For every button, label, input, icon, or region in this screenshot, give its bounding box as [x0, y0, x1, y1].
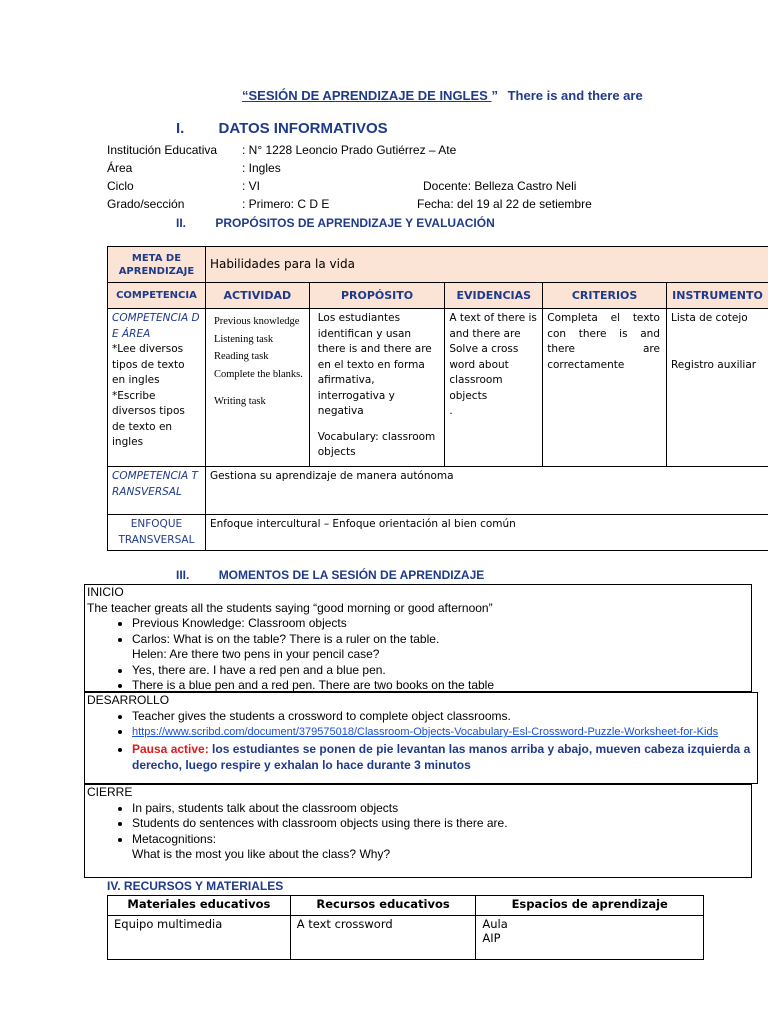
evidencias-3: . [449, 405, 453, 417]
inicio-intro: The teacher greats all the students saying “good morning or good afternoon” [87, 600, 493, 615]
area-value: : Ingles [242, 161, 281, 175]
espacios-1: Aula [482, 917, 508, 931]
ciclo-value: : VI [242, 179, 261, 193]
instrumento-2: Registro auxiliar [670, 358, 757, 371]
proposito-text: Los estudiantes identifican y usan there is and there are en el texto en forma afirmativa, interrogativa y negativa [317, 312, 432, 417]
desarrollo-list [87, 709, 755, 773]
header-instrumento: INSTRUMENTO [666, 283, 768, 309]
fecha: Fecha: del 19 al 22 de setiembre [417, 197, 592, 211]
criterios-text: Completa el texto con there is and there are correctamente [547, 312, 660, 371]
purposes-table [107, 246, 768, 551]
proposito-vocab: Vocabulary: classroom objects [317, 430, 436, 458]
instrumento-1: Lista de cotejo [670, 312, 748, 324]
section-4-heading: IV. RECURSOS Y MATERIALES [107, 879, 284, 893]
grado-label: Grado/sección [107, 197, 185, 211]
actividad-item: Listening task [213, 333, 274, 345]
header-evidencias: EVIDENCIAS [445, 283, 543, 309]
actividad-item: Previous knowledge [213, 316, 300, 327]
ciclo-label: Ciclo [107, 179, 134, 193]
header-materiales: Materiales educativos [108, 896, 291, 916]
transversal-label: COMPETENCIA TRANSVERSAL [108, 467, 206, 515]
section-2-number: II. [176, 216, 187, 230]
section-2-heading [176, 216, 495, 230]
table1-main-row [108, 309, 768, 467]
grado-value: : Primero: C D E [242, 197, 330, 211]
competencia-area-title: COMPETENCIA DE ÁREA [112, 312, 200, 340]
actividad-item: Reading task [213, 351, 269, 362]
evidencias-cell [445, 309, 543, 467]
inicio-bullet: • Previous Knowledge: Classroom objects [132, 616, 749, 632]
cierre-bullet-cont: What is the most you like about the class? Why? [132, 847, 391, 861]
header-recursos: Recursos educativos [290, 896, 476, 916]
cierre-bullet: • In pairs, students talk about the classroom objects [132, 801, 749, 817]
enfoque-row [108, 515, 768, 551]
transversal-row [108, 467, 768, 515]
table2-row [108, 916, 704, 960]
pausa-bullet [132, 741, 755, 773]
meta-row [108, 247, 768, 283]
proposito-cell [309, 309, 445, 467]
desarrollo-bullet: • Teacher gives the students a crossword to complete object classrooms. [132, 709, 755, 725]
actividad-cell [205, 309, 309, 467]
actividad-item: Writing task [213, 396, 266, 407]
desarrollo-label: DESARROLLO [87, 693, 170, 707]
crossword-link[interactable]: https://www.scribd.com/document/379575018/Classroom-Objects-Vocabulary-Esl-Crossword-Puzzle-Worksheet-for-Kids [132, 726, 719, 738]
section-3-title: MOMENTOS DE LA SESIÓN DE APRENDIZAJE [218, 568, 485, 582]
competencia-area-items: *Lee diversos tipos de texto en ingles *Escribe diversos tipos de texto en ingles [112, 343, 185, 448]
meta-label: META DE APRENDIZAJE [108, 247, 206, 283]
section-2-title: PROPÓSITOS DE APRENDIZAJE Y EVALUACIÓN [215, 216, 495, 230]
desarrollo-box [84, 692, 758, 784]
resources-table [107, 895, 704, 960]
meta-value: Habilidades para la vida [205, 247, 768, 283]
section-3-heading [176, 568, 484, 582]
cierre-bullet-text: Metacognitions: [132, 831, 217, 846]
title-close-quote: ” [491, 88, 498, 103]
espacios-cell [476, 916, 704, 960]
instrumento-cell [666, 309, 768, 467]
header-proposito: PROPÓSITO [309, 283, 445, 309]
pausa-text: los estudiantes se ponen de pie levantan las manos arriba y abajo, mueven cabeza izquierda a derecho, luego respire y exhalan lo hace durante 3 minutos [132, 741, 751, 772]
recursos-cell: A text crossword [290, 916, 476, 960]
area-label: Área [107, 161, 133, 175]
header-competencia: COMPETENCIA [108, 283, 206, 309]
title-quoted: “SESIÓN DE APRENDIZAJE DE INGLES [242, 88, 492, 103]
info-block [107, 141, 667, 213]
section-3-number: III. [176, 568, 190, 582]
inicio-bullet [132, 632, 749, 663]
header-espacios: Espacios de aprendizaje [476, 896, 704, 916]
actividad-item: Complete the blanks. [213, 368, 303, 380]
cierre-box [84, 784, 752, 878]
competencia-area-cell [108, 309, 206, 467]
institucion-value: : N° 1228 Leoncio Prado Gutiérrez – Ate [242, 143, 457, 157]
transversal-value: Gestiona su aprendizaje de manera autónoma [205, 467, 768, 515]
cierre-bullet: • Students do sentences with classroom objects using there is there are. [132, 816, 749, 832]
inicio-label: INICIO [87, 585, 124, 599]
desarrollo-link-item [132, 724, 755, 741]
espacios-2: AIP [482, 931, 501, 945]
enfoque-value: Enfoque intercultural – Enfoque orientación al bien común [205, 515, 768, 551]
evidencias-1: A text of there is and there are [449, 312, 537, 340]
materiales-cell: Equipo multimedia [108, 916, 291, 960]
criterios-cell [543, 309, 667, 467]
docente: Docente: Belleza Castro Neli [423, 179, 577, 193]
inicio-bullet-cont: Helen: Are there two pens in your pencil case? [132, 647, 380, 661]
document-title [242, 88, 643, 103]
cierre-label: CIERRE [87, 785, 133, 799]
inicio-list [87, 616, 749, 694]
cierre-list [87, 801, 749, 863]
pausa-label: Pausa active: [132, 741, 209, 756]
inicio-box [84, 584, 752, 692]
section-1-title: DATOS INFORMATIVOS [218, 120, 388, 137]
inicio-bullet-text: Carlos: What is on the table? There is a ruler on the table. [132, 631, 440, 646]
header-actividad: ACTIVIDAD [205, 283, 309, 309]
enfoque-label: ENFOQUE TRANSVERSAL [108, 515, 206, 551]
evidencias-2: Solve a cross word about classroom objects [449, 343, 519, 402]
institucion-label: Institución Educativa [107, 143, 218, 157]
title-topic: There is and there are [507, 88, 643, 103]
cierre-bullet [132, 832, 749, 863]
inicio-bullet: • There is a blue pen and a red pen. There are two books on the table [132, 678, 749, 694]
table1-header-row [108, 283, 768, 309]
section-1-number: I. [176, 120, 185, 137]
section-1-heading [176, 120, 388, 137]
header-criterios: CRITERIOS [543, 283, 667, 309]
table2-header-row [108, 896, 704, 916]
inicio-bullet: • Yes, there are. I have a red pen and a blue pen. [132, 663, 749, 679]
